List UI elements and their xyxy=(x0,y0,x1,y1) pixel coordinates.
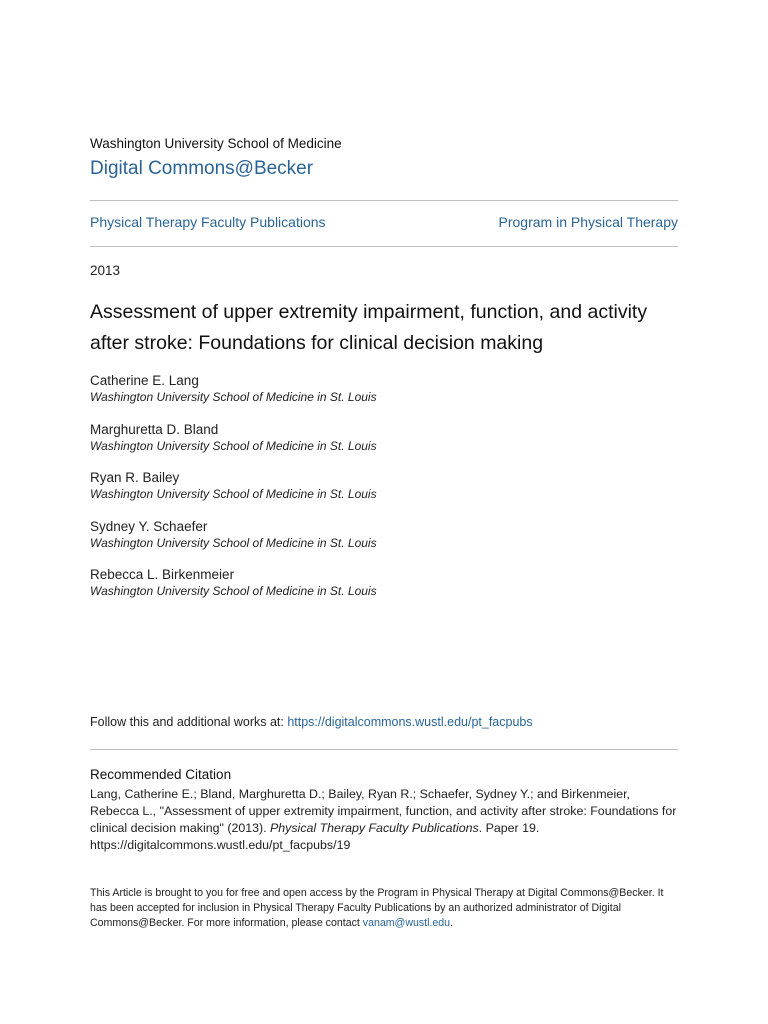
access-notice xyxy=(90,886,665,931)
author-affiliation: Washington University School of Medicine in St. Louis xyxy=(90,535,377,550)
follow-label: Follow this and additional works at: xyxy=(90,715,288,729)
author-entry xyxy=(90,372,678,421)
citation-heading: Recommended Citation xyxy=(90,767,232,782)
divider-citation xyxy=(90,749,678,750)
author-entry xyxy=(90,566,678,615)
author-affiliation: Washington University School of Medicine in St. Louis xyxy=(90,438,377,453)
divider-nav xyxy=(90,246,678,247)
contact-email-link[interactable]: vanam@wustl.edu xyxy=(362,917,451,929)
citation-series: Physical Therapy Faculty Publications xyxy=(270,821,479,835)
author-entry xyxy=(90,469,678,518)
article-title: Assessment of upper extremity impairment, function, and activity after stroke: Foundations for clinical decision making xyxy=(90,301,648,354)
author-name: Sydney Y. Schaefer xyxy=(90,518,208,534)
citation-text xyxy=(90,786,682,854)
institution-name: Washington University School of Medicine xyxy=(90,136,342,151)
citation-part1: Lang, Catherine E.; Bland, Marghuretta D.; Bailey, Ryan R.; Schaefer, Sydney Y.; and Birkenmeier, Rebecca L., "Assessment of upper extremity impairment, function, and activity after stroke: Foundations for clinical decision making" (2013). xyxy=(90,787,677,835)
program-link[interactable]: Program in Physical Therapy xyxy=(498,214,678,230)
author-affiliation: Washington University School of Medicine in St. Louis xyxy=(90,487,377,501)
access-notice-end: . xyxy=(450,917,454,929)
author-entry xyxy=(90,421,678,470)
repository-link[interactable]: Digital Commons@Becker xyxy=(90,158,314,179)
author-name: Rebecca L. Birkenmeier xyxy=(90,567,235,582)
divider-top xyxy=(90,200,678,201)
author-name: Catherine E. Lang xyxy=(90,373,199,388)
author-name: Marghuretta D. Bland xyxy=(90,421,219,437)
author-affiliation: Washington University School of Medicine in St. Louis xyxy=(90,584,377,598)
follow-link[interactable]: https://digitalcommons.wustl.edu/pt_facpubs xyxy=(287,715,533,729)
author-list xyxy=(90,372,678,615)
author-name: Ryan R. Bailey xyxy=(90,470,180,485)
follow-line xyxy=(90,715,533,729)
citation-url: https://digitalcommons.wustl.edu/pt_facpubs/19 xyxy=(90,838,351,852)
publication-year: 2013 xyxy=(90,263,121,278)
access-notice-text: This Article is brought to you for free and open access by the Program in Physical Therapy at Digital Commons@Becker. It has been accepted for inclusion in Physical Therapy Faculty Publications by an authorized administrator of Digital Commons@Becker. For more information, please contact xyxy=(90,887,664,929)
author-affiliation: Washington University School of Medicine in St. Louis xyxy=(90,390,377,404)
citation-part2: . Paper 19. xyxy=(478,821,540,835)
collection-link[interactable]: Physical Therapy Faculty Publications xyxy=(90,214,326,230)
author-entry xyxy=(90,518,678,567)
